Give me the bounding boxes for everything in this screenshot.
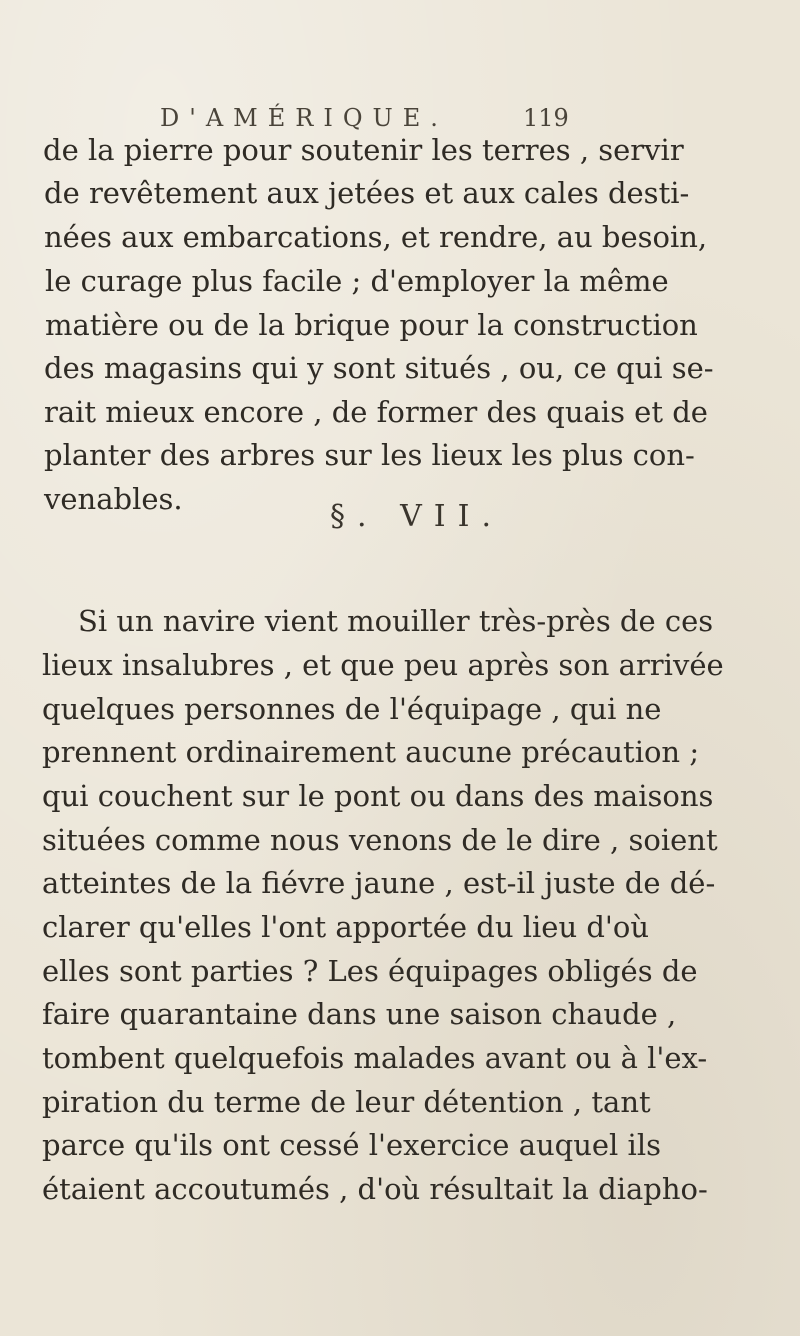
text-line: piration du terme de leur détention , tant bbox=[42, 1085, 651, 1119]
text-line: parce qu'ils ont cessé l'exercice auquel ils bbox=[42, 1128, 661, 1162]
section-heading: §. VII. bbox=[330, 499, 503, 534]
text-line: qui couchent sur le pont ou dans des maisons bbox=[42, 779, 714, 813]
text-line: faire quarantaine dans une saison chaude , bbox=[42, 997, 677, 1031]
text-line: étaient accoutumés , d'où résultait la diapho- bbox=[42, 1172, 708, 1206]
text-line: le curage plus facile ; d'employer la même bbox=[45, 264, 669, 298]
text-line: de la pierre pour soutenir les terres , servir bbox=[43, 133, 684, 167]
text-line: elles sont parties ? Les équipages obligés de bbox=[42, 954, 698, 988]
text-line: matière ou de la brique pour la construction bbox=[45, 308, 698, 342]
text-line: Si un navire vient mouiller très-près de ces bbox=[78, 604, 714, 638]
text-line: nées aux embarcations, et rendre, au besoin, bbox=[44, 220, 708, 254]
text-line: de revêtement aux jetées et aux cales desti- bbox=[44, 176, 690, 210]
page-number: 119 bbox=[523, 104, 569, 132]
running-head: D'AMÉRIQUE. bbox=[160, 104, 448, 132]
text-line: planter des arbres sur les lieux les plus con- bbox=[44, 438, 695, 472]
text-line: rait mieux encore , de former des quais et de bbox=[44, 395, 708, 429]
text-line: clarer qu'elles l'ont apportée du lieu d'où bbox=[42, 910, 650, 944]
text-line: situées comme nous venons de le dire , soient bbox=[42, 823, 718, 857]
text-line: quelques personnes de l'équipage , qui ne bbox=[42, 692, 662, 726]
text-line: venables. bbox=[44, 482, 183, 516]
text-line: tombent quelquefois malades avant ou à l'ex- bbox=[42, 1041, 708, 1075]
text-line: prennent ordinairement aucune précaution ; bbox=[42, 735, 700, 769]
text-line: lieux insalubres , et que peu après son arrivée bbox=[42, 648, 724, 682]
text-line: des magasins qui y sont situés , ou, ce qui se- bbox=[44, 351, 714, 385]
text-line: atteintes de la fiévre jaune , est-il juste de dé- bbox=[42, 866, 716, 900]
